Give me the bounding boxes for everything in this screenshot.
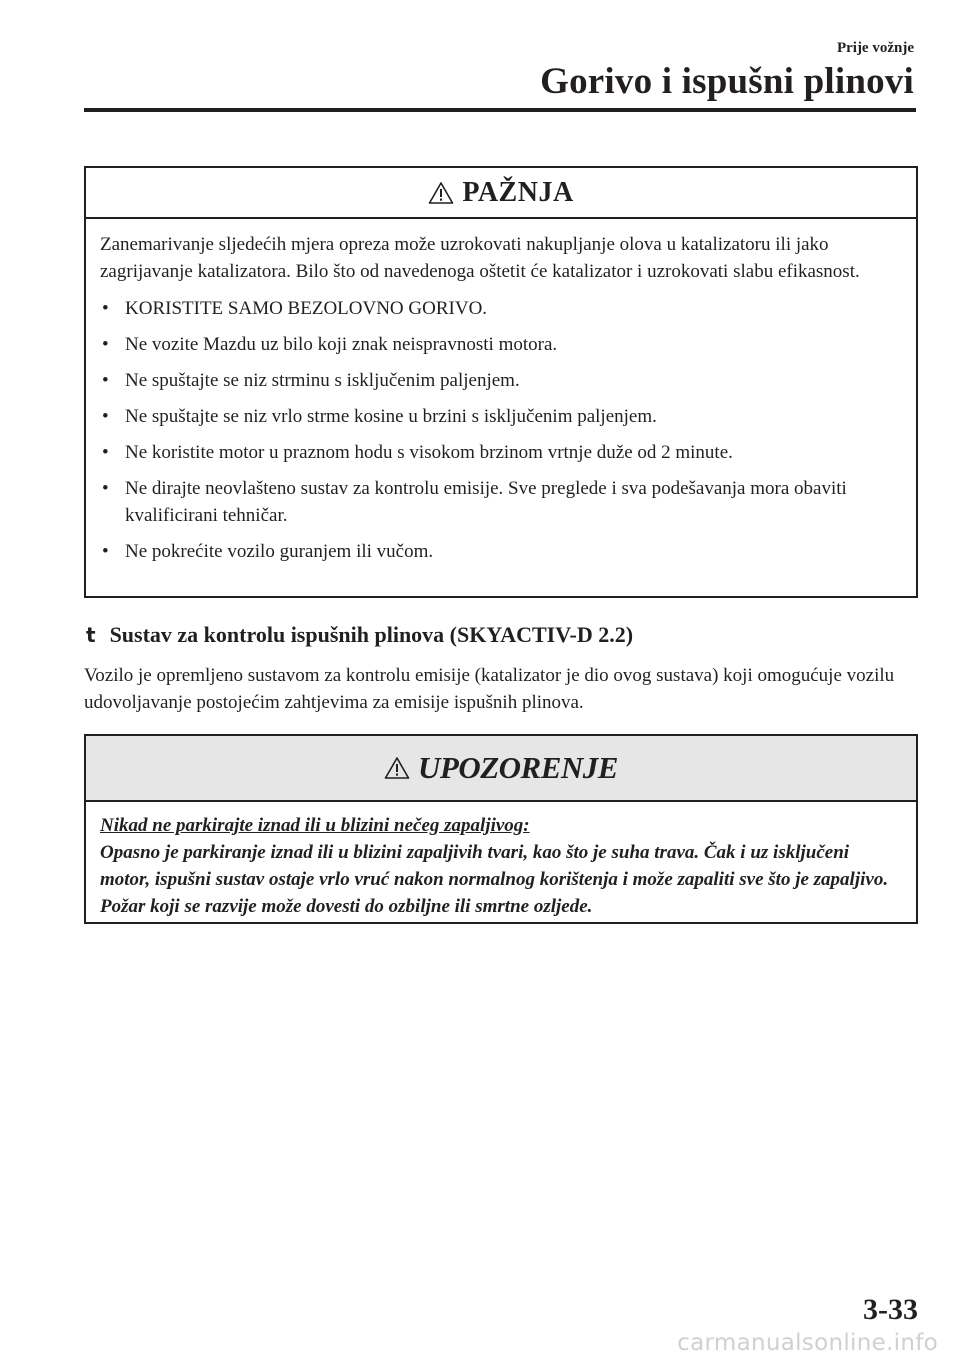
caution-body (86, 219, 916, 565)
caution-title: PAŽNJA (462, 176, 574, 208)
warning-text: Opasno je parkiranje iznad ili u blizini zapaljivih tvari, kao što je suha trava. Čak i uz isključeni motor, ispušni sustav ostaje vrlo vruć nakon normalnog korištenja i može zapaliti sve što je zapaljivo. Požar koji se razvije može dovesti do ozbiljne ili smrtne ozljede. (100, 842, 889, 917)
section-marker-icon: t (86, 623, 96, 647)
caution-header (86, 168, 916, 219)
bullet-icon: • (102, 478, 109, 499)
list-item: • Ne spuštajte se niz vrlo strme kosine u brzini s isključenim paljenjem. (100, 403, 902, 430)
section-body-text: Vozilo je opremljeno sustavom za kontrolu emisije (katalizator je dio ovog sustava) koji omogućuje vozilu udovoljavanje postojećim zahtjevima za emisije ispušnih plinova. (84, 665, 895, 713)
warning-triangle-icon (428, 181, 454, 205)
caution-box (84, 166, 918, 598)
list-item: • Ne dirajte neovlašteno sustav za kontrolu emisije. Sve preglede i sva podešavanja mora obaviti kvalificirani tehničar. (100, 475, 902, 529)
warning-body (86, 802, 916, 920)
bullet-icon: • (102, 442, 109, 463)
list-item: • Ne vozite Mazdu uz bilo koji znak neispravnosti motora. (100, 331, 902, 358)
warning-box (84, 734, 918, 924)
warning-triangle-icon (384, 756, 410, 780)
warning-title: UPOZORENJE (418, 750, 618, 785)
section-heading (84, 622, 633, 648)
list-item: • Ne pokrećite vozilo guranjem ili vučom. (100, 538, 902, 565)
list-item: • Ne koristite motor u praznom hodu s visokom brzinom vrtnje duže od 2 minute. (100, 439, 902, 466)
caution-intro: Zanemarivanje sljedećih mjera opreza može uzrokovati nakupljanje olova u katalizatoru ili jako zagrijavanje katalizatora. Bilo što od navedenoga oštetit će katalizator i uzrokovati slabu efikasnost. (100, 234, 860, 282)
header-divider (84, 108, 916, 112)
bullet-icon: • (102, 298, 109, 319)
bullet-icon: • (102, 370, 109, 391)
page-number: 3-33 (863, 1293, 918, 1326)
bullet-icon: • (102, 406, 109, 427)
bullet-icon: • (102, 334, 109, 355)
warning-subheading: Nikad ne parkirajte iznad ili u blizini nečeg zapaljivog: (100, 815, 530, 836)
list-item: • KORISTITE SAMO BEZOLOVNO GORIVO. (100, 295, 902, 322)
watermark: carmanualsonline.info (677, 1330, 938, 1356)
list-item: • Ne spuštajte se niz strminu s isključenim paljenjem. (100, 367, 902, 394)
header-section-label: Prije vožnje (836, 40, 914, 56)
warning-header (86, 736, 916, 802)
page-title: Gorivo i ispušni plinovi (540, 61, 914, 102)
section-heading-text: Sustav za kontrolu ispušnih plinova (SKYACTIV-D 2.2) (109, 622, 634, 647)
bullet-icon: • (102, 541, 109, 562)
caution-bullet-list (100, 295, 902, 565)
